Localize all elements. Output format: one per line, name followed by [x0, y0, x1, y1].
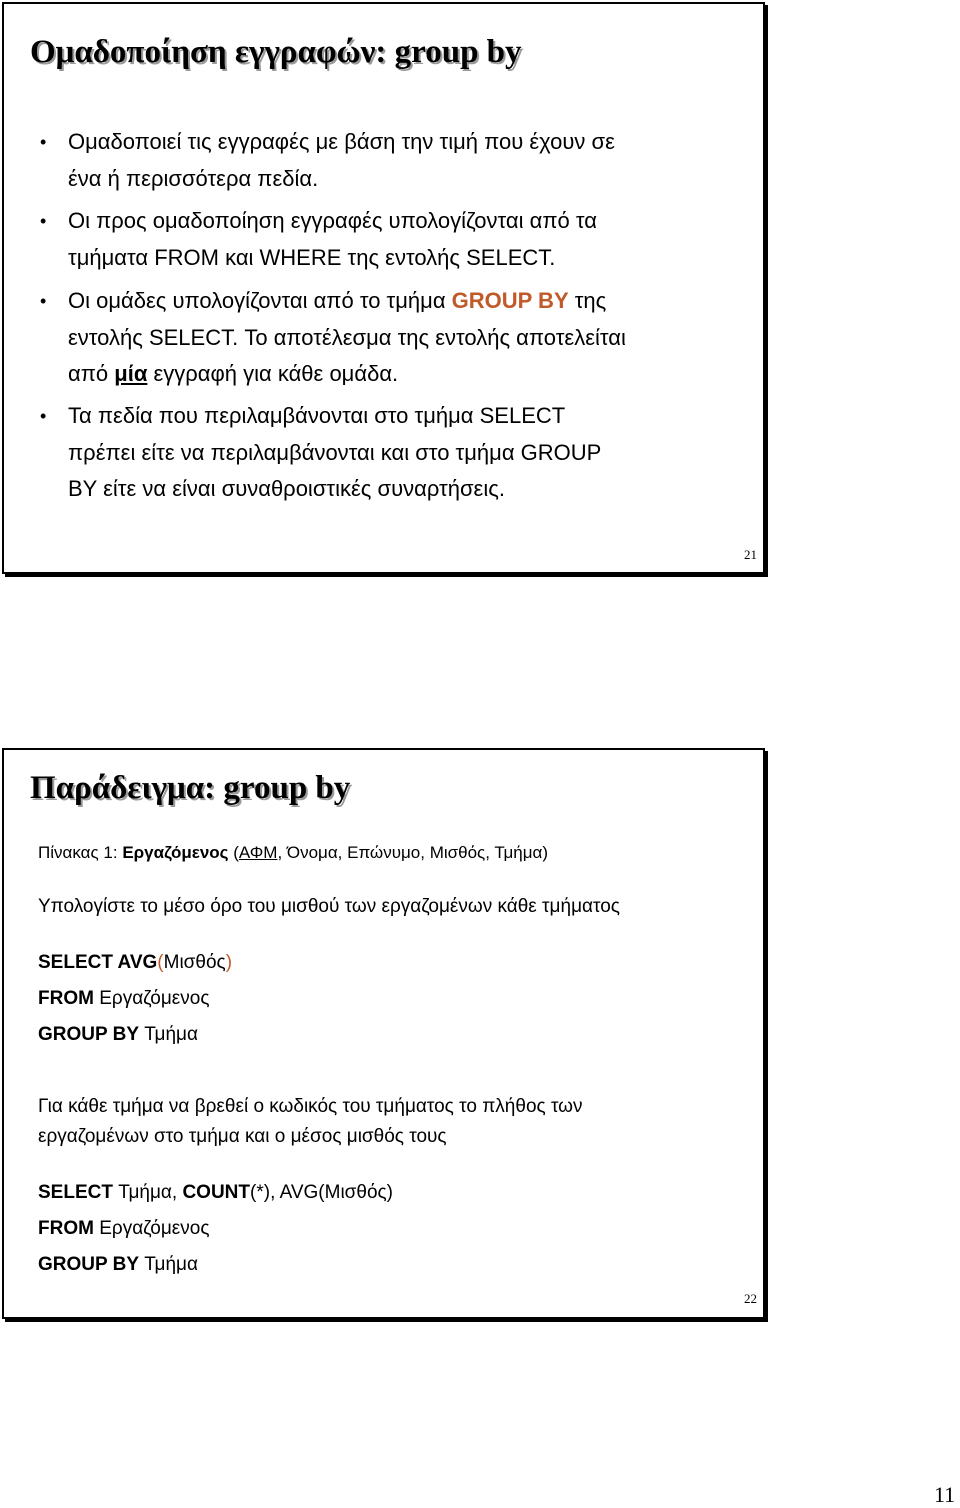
sql-keyword: FROM	[38, 1218, 94, 1239]
bullet-text: της	[568, 288, 607, 313]
page-number: 11	[934, 1482, 956, 1507]
bullet-line: Οι προς ομαδοποίηση εγγραφές υπολογίζονται από τα	[68, 208, 597, 233]
query1-select	[38, 950, 232, 975]
sql-paren: (	[157, 952, 164, 973]
slide-title: Ομαδοποίηση εγγραφών: group by	[30, 34, 522, 70]
question-2-line: εργαζομένων στο τμήμα και ο μέσος μισθός τους	[38, 1126, 447, 1147]
sql-keyword: GROUP BY	[38, 1254, 140, 1275]
bullet-line: πρέπει είτε να περιλαμβάνονται και στο τμήμα GROUP	[68, 439, 602, 465]
query1-from	[38, 986, 210, 1011]
table-paren: (	[228, 843, 239, 862]
query1-group-by	[38, 1022, 198, 1047]
sql-value: Τμήμα	[139, 1254, 198, 1275]
bullet-item	[40, 124, 718, 197]
slide-title: Παράδειγμα: group by	[30, 770, 351, 806]
sql-arg: Μισθός	[163, 952, 226, 973]
sql-value: Εργαζόμενος	[93, 988, 210, 1009]
slide-number: 22	[744, 1291, 757, 1306]
bullet-item	[40, 203, 718, 276]
emphasis-one: μία	[114, 361, 148, 387]
bullet-dot-icon: •	[40, 211, 47, 231]
sql-keyword: FROM	[38, 988, 94, 1009]
group-by-highlight: GROUP BY	[451, 288, 569, 313]
bullet-line: Τα πεδία που περιλαμβάνονται στο τμήμα SELECT	[68, 403, 566, 428]
sql-value: Τμήμα,	[112, 1182, 183, 1203]
sql-value: (*), AVG(Μισθός)	[250, 1182, 394, 1203]
bullet-item	[40, 283, 718, 393]
table-name: Εργαζόμενος	[122, 843, 229, 862]
bullet-dot-icon: •	[40, 406, 47, 426]
bullet-text: Οι ομάδες υπολογίζονται από το τμήμα	[68, 288, 452, 313]
bullet-text: από	[68, 361, 115, 387]
query2-from	[38, 1216, 210, 1241]
slide-21	[2, 2, 765, 574]
query2-group-by	[38, 1252, 198, 1277]
slide-number: 21	[744, 547, 757, 562]
bullet-dot-icon: •	[40, 291, 47, 311]
table-description	[38, 840, 548, 865]
table-columns: , Όνομα, Επώνυμο, Μισθός, Τμήμα)	[277, 843, 549, 862]
bullet-text: εγγραφή για κάθε ομάδα.	[147, 361, 399, 387]
bullet-item	[40, 398, 718, 508]
bullet-line: Ομαδοποιεί τις εγγραφές με βάση την τιμή που έχουν σε	[68, 129, 615, 154]
bullet-dot-icon: •	[40, 132, 47, 152]
slide-22	[2, 748, 765, 1319]
sql-keyword: SELECT	[38, 1182, 113, 1203]
sql-value: Εργαζόμενος	[93, 1218, 210, 1239]
bullet-line: τμήματα FROM και WHERE της εντολής SELECT.	[68, 244, 556, 270]
sql-keyword: COUNT	[182, 1182, 251, 1203]
bullet-line: εντολής SELECT. Το αποτέλεσμα της εντολής αποτελείται	[68, 324, 626, 350]
primary-key: ΑΦΜ	[238, 843, 278, 862]
sql-keyword: GROUP BY	[38, 1024, 140, 1045]
table-label: Πίνακας 1:	[38, 843, 123, 862]
bullet-line: ένα ή περισσότερα πεδία.	[68, 165, 319, 191]
question-1: Υπολογίστε το μέσο όρο του μισθού των εργαζομένων κάθε τμήματος	[38, 896, 620, 917]
sql-value: Τμήμα	[139, 1024, 198, 1045]
sql-paren: )	[225, 952, 233, 973]
sql-keyword: SELECT AVG	[38, 952, 158, 973]
bullet-line: BY είτε να είναι συναθροιστικές συναρτήσεις.	[68, 476, 505, 502]
question-2-line: Για κάθε τμήμα να βρεθεί ο κωδικός του τμήματος το πλήθος των	[38, 1096, 583, 1117]
query2-select	[38, 1180, 393, 1205]
